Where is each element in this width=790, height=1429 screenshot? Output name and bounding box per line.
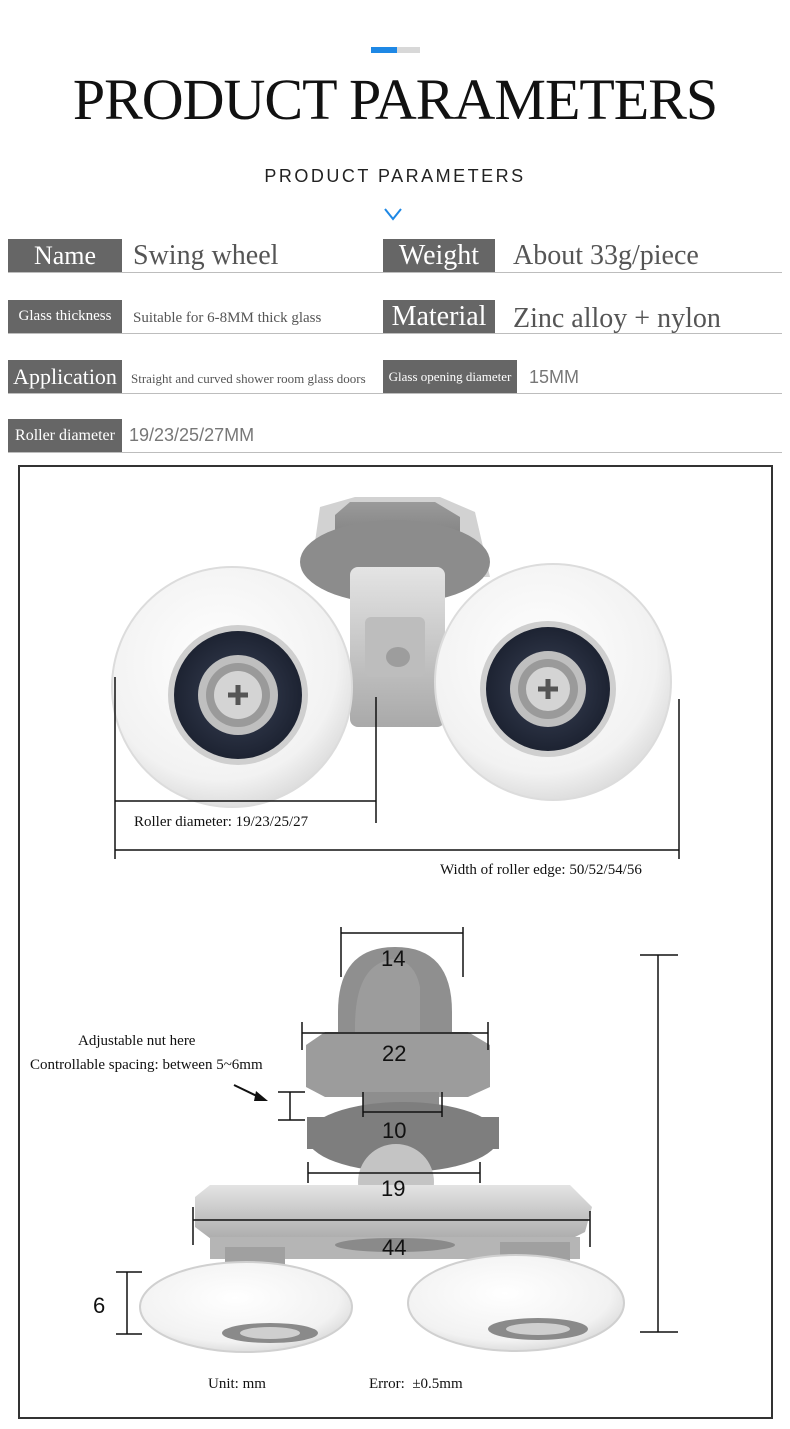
param-label-glass-opening: Glass opening diameter bbox=[383, 360, 517, 393]
dimension-19: 19 bbox=[381, 1176, 406, 1201]
dimension-44: 44 bbox=[382, 1235, 407, 1260]
section-subtitle: PRODUCT PARAMETERS bbox=[264, 166, 526, 186]
row-divider bbox=[8, 452, 782, 453]
param-label-glass-thickness: Glass thickness bbox=[8, 300, 122, 333]
param-label-material: Material bbox=[383, 300, 495, 333]
nut-note-line-1: Adjustable nut here bbox=[78, 1033, 196, 1049]
nut-note-line-2: Controllable spacing: between 5~6mm bbox=[30, 1057, 263, 1073]
row-divider bbox=[8, 333, 782, 334]
param-value-material: Zinc alloy + nylon bbox=[513, 302, 721, 334]
param-label-name: Name bbox=[8, 239, 122, 272]
roller-diameter-caption: Roller diameter: 19/23/25/27 bbox=[134, 814, 309, 830]
page-title: PRODUCT PARAMETERS bbox=[72, 67, 718, 132]
error-label: Error: ±0.5mm bbox=[369, 1376, 463, 1392]
param-value-glass-opening: 15MM bbox=[529, 367, 580, 387]
dimension-10: 10 bbox=[382, 1118, 407, 1143]
param-value-glass-thickness: Suitable for 6-8MM thick glass bbox=[133, 310, 322, 326]
product-front-view-image bbox=[20, 467, 771, 1417]
param-value-name: Swing wheel bbox=[133, 239, 279, 271]
param-label-weight: Weight bbox=[383, 239, 495, 272]
dimension-22: 22 bbox=[382, 1041, 407, 1066]
row-divider bbox=[8, 272, 782, 273]
param-value-weight: About 33g/piece bbox=[513, 239, 699, 271]
param-label-roller-diameter: Roller diameter bbox=[8, 419, 122, 452]
row-divider bbox=[8, 393, 782, 394]
param-label-application: Application bbox=[8, 360, 122, 393]
title-accent-bar bbox=[371, 47, 420, 53]
chevron-down-icon bbox=[384, 207, 402, 221]
title-accent-fill bbox=[371, 47, 397, 53]
dimension-6: 6 bbox=[93, 1293, 106, 1318]
unit-label: Unit: mm bbox=[208, 1376, 266, 1392]
dimension-14: 14 bbox=[381, 946, 406, 971]
param-value-application: Straight and curved shower room glass doors bbox=[131, 370, 366, 386]
roller-width-caption: Width of roller edge: 50/52/54/56 bbox=[440, 862, 642, 878]
param-value-roller-diameter: 19/23/25/27MM bbox=[129, 425, 255, 445]
